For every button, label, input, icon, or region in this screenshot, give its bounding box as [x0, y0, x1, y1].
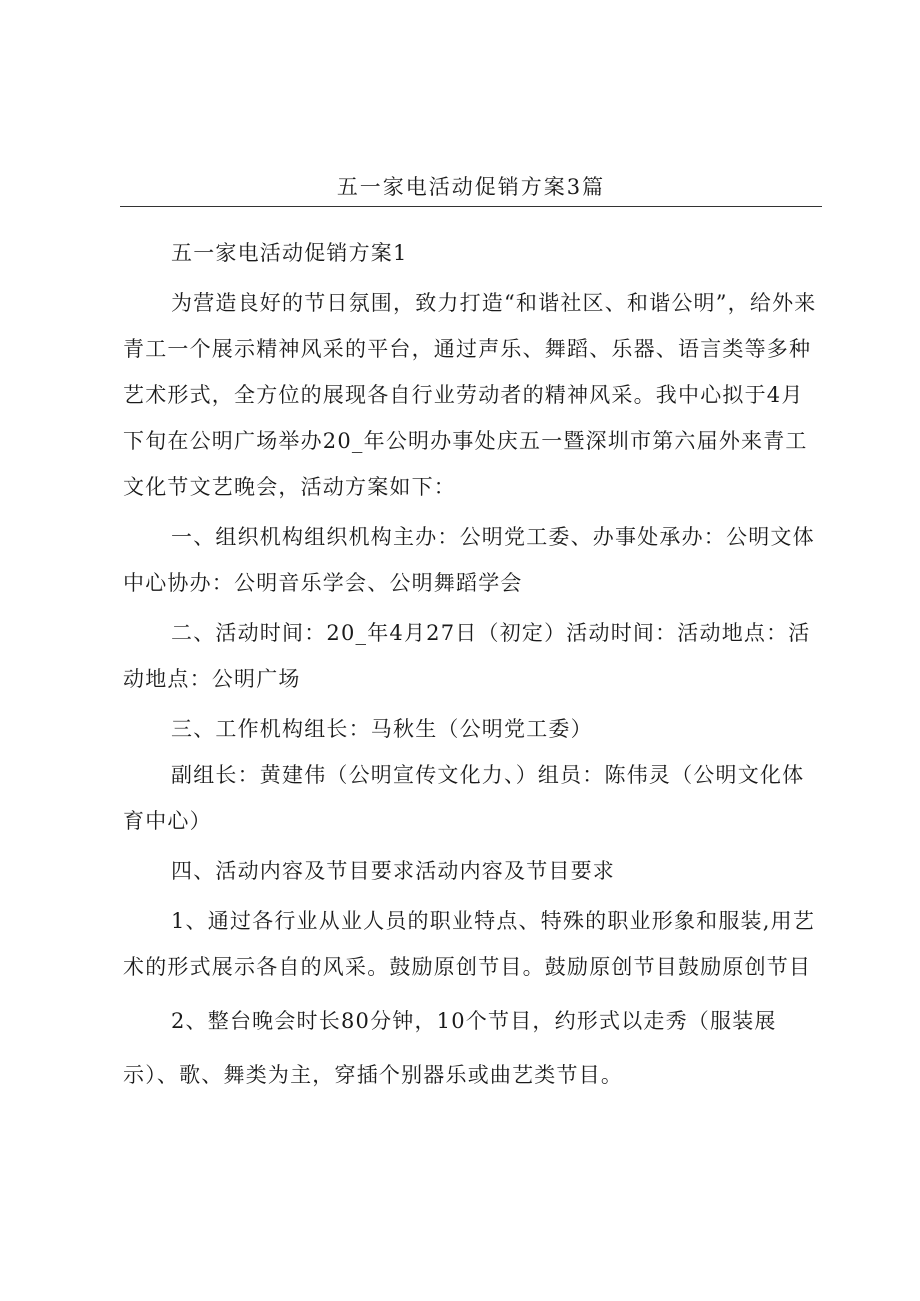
- paragraph-item-1: 1、通过各行业从业人员的职业特点、特殊的职业形象和服装,用艺术的形式展示各自的风采。鼓励原创节目。鼓励原创节目鼓励原创节目: [123, 909, 816, 979]
- paragraph-intro: 为营造良好的节日氛围，致力打造“和谐社区、和谐公明”，给外来青工一个展示精神风采的平台，通过声乐、舞蹈、乐器、语言类等多种艺术形式，全方位的展现各自行业劳动者的精神风采。我中心拟于4月下旬在公明广场举办20_年公明办事处庆五一暨深圳市第六届外来青工文化节文艺晚会，活动方案如下：: [123, 291, 817, 499]
- document-title: 五一家电活动促销方案3篇: [336, 175, 606, 199]
- paragraph-content-requirements: 四、活动内容及节目要求活动内容及节目要求: [171, 859, 615, 883]
- title-divider: [120, 206, 822, 207]
- paragraph-deputy-members: 副组长：黄建伟（公明宣传文化力、）组员：陈伟灵（公明文化体育中心）: [123, 763, 805, 833]
- paragraph-working-group: 三、工作机构组长：马秋生（公明党工委）: [171, 717, 593, 741]
- paragraph-organization: 一、组织机构组织机构主办：公明党工委、办事处承办：公明文体中心协办：公明音乐学会、公明舞蹈学会: [123, 525, 815, 595]
- section-heading: 五一家电活动促销方案1: [171, 241, 408, 265]
- paragraph-time-location: 二、活动时间：20_年4月27日（初定）活动时间：活动地点：活动地点：公明广场: [123, 621, 811, 691]
- paragraph-item-2: 2、整台晚会时长80分钟，10个节目，约形式以走秀（服装展示）、歌、舞类为主，穿插个别器乐或曲艺类节目。: [123, 1009, 777, 1087]
- document-body: [123, 230, 823, 1102]
